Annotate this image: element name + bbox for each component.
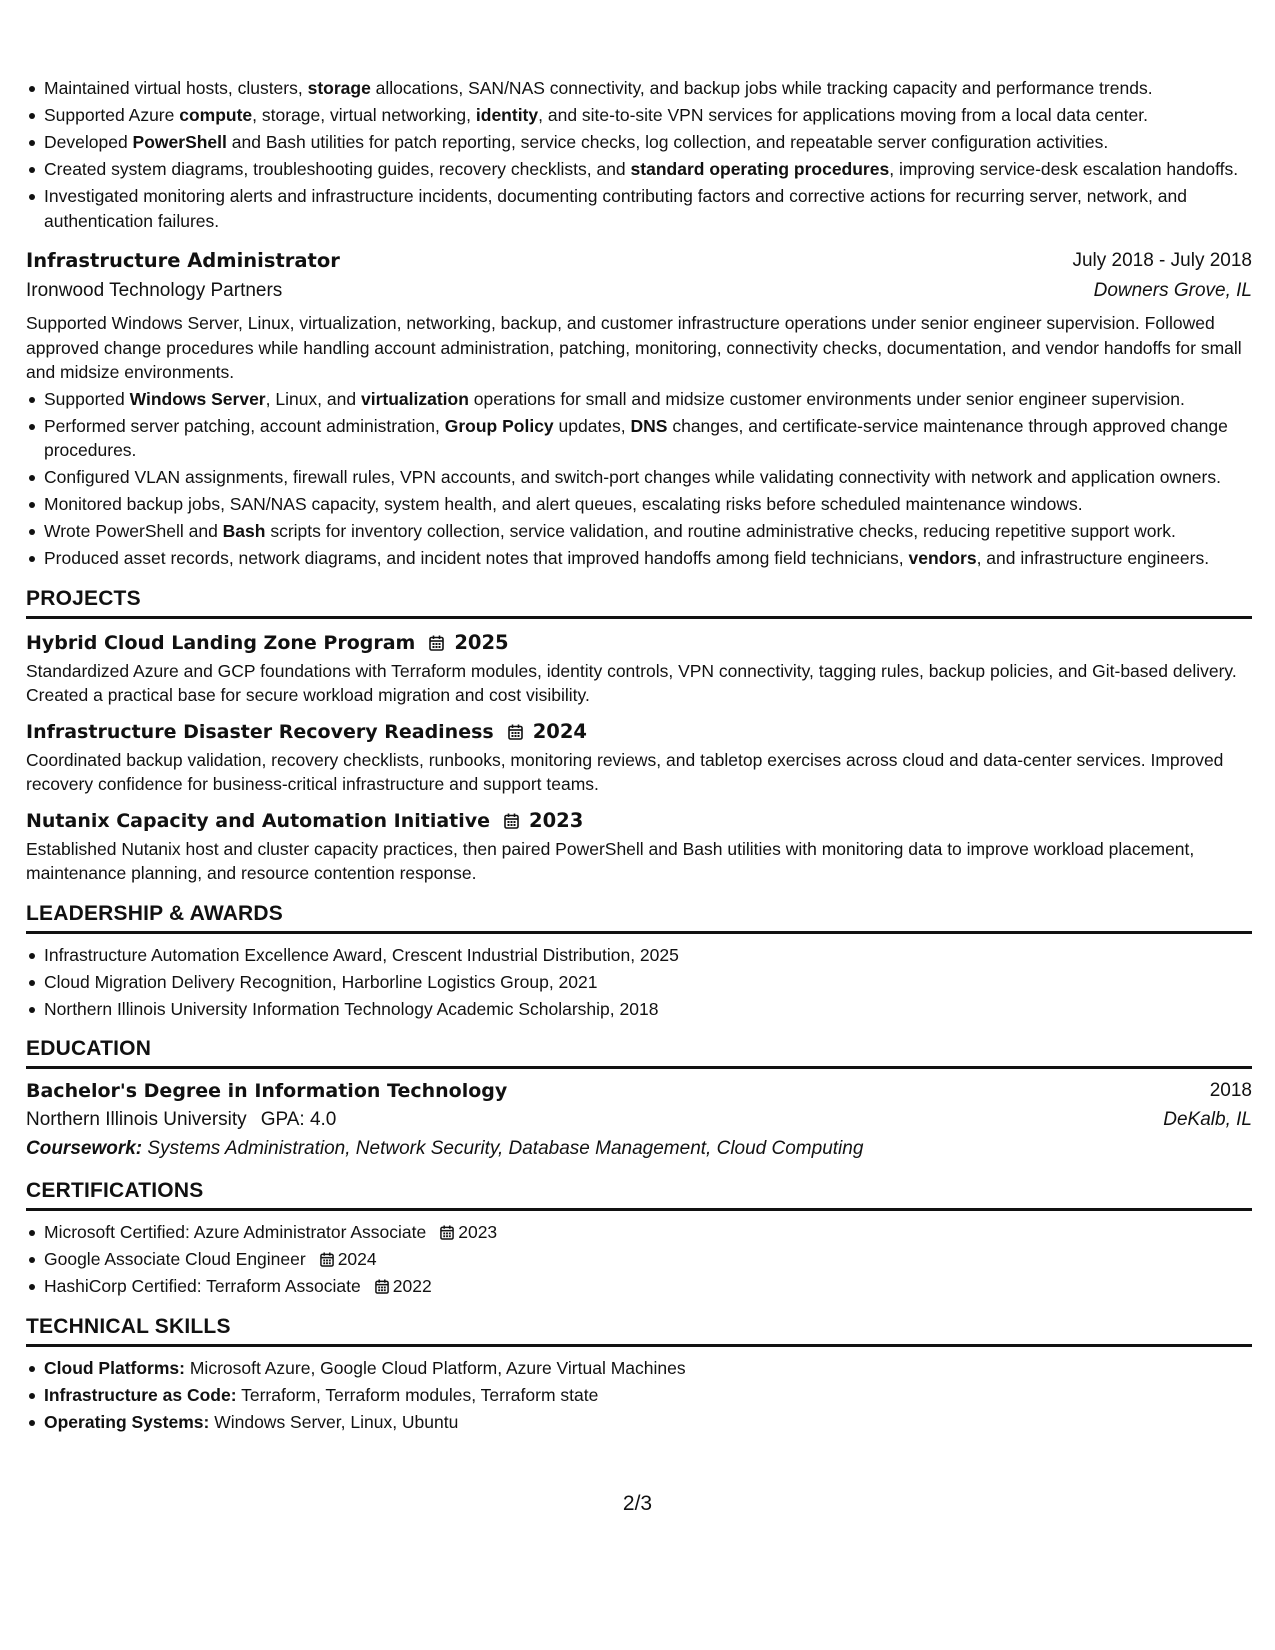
coursework-list: Systems Administration, Network Security, Database Management, Cloud Computing bbox=[147, 1138, 864, 1159]
skill-label: Operating Systems: bbox=[44, 1411, 210, 1432]
prev-job-bullet-list bbox=[26, 76, 1252, 233]
skills-list bbox=[26, 1356, 1252, 1435]
cert-name: Microsoft Certified: Azure Administrator Associate bbox=[44, 1222, 427, 1242]
education-heading: EDUCATION bbox=[26, 1035, 1252, 1069]
degree-title: Bachelor's Degree in Information Technology bbox=[26, 1080, 508, 1102]
text-run: Produced asset records, network diagrams, and incident notes that improved handoffs among field technicians, bbox=[44, 548, 909, 568]
project-year: 2024 bbox=[532, 719, 587, 743]
list-item bbox=[44, 387, 1252, 412]
certifications-list bbox=[26, 1220, 1252, 1299]
calendar-icon bbox=[429, 635, 444, 651]
project-year: 2025 bbox=[454, 630, 509, 654]
text-run: , and infrastructure engineers. bbox=[976, 548, 1210, 568]
calendar-icon bbox=[375, 1279, 389, 1294]
cert-year: 2024 bbox=[337, 1249, 377, 1269]
list-item bbox=[44, 1410, 1252, 1435]
awards-list bbox=[26, 943, 1252, 1022]
text-run: , improving service-desk escalation handoffs. bbox=[889, 159, 1239, 179]
text-run: , Linux, and bbox=[265, 388, 361, 409]
cert-name: HashiCorp Certified: Terraform Associate bbox=[44, 1276, 361, 1296]
job-dates: July 2018 - July 2018 bbox=[1072, 250, 1252, 271]
list-item bbox=[44, 1356, 1252, 1381]
coursework bbox=[26, 1135, 1252, 1163]
text-run: , and site-to-site VPN services for applications moving from a local data center. bbox=[538, 105, 1148, 125]
text-run: Created system diagrams, troubleshooting guides, recovery checklists, and bbox=[44, 159, 631, 179]
bold-text: standard operating procedures bbox=[630, 159, 890, 179]
project-title: Nutanix Capacity and Automation Initiative bbox=[26, 809, 491, 832]
text-run: and Bash utilities for patch reporting, service checks, log collection, and repeatable server configuration activities. bbox=[226, 132, 1109, 152]
job-summary: Supported Windows Server, Linux, virtualization, networking, backup, and customer infrastructure operations under senior engineer supervision. Followed approved change procedures while handling account administration, patching, monitoring, connectivity checks, documentation, and vendor handoffs for small and midsize environments. bbox=[26, 313, 1242, 382]
list-item bbox=[44, 157, 1252, 182]
bold-text: Group Policy bbox=[444, 415, 554, 436]
list-item bbox=[44, 465, 1252, 490]
text-run: Developed bbox=[44, 132, 133, 152]
project-entry bbox=[26, 718, 1252, 797]
bold-text: PowerShell bbox=[132, 132, 227, 152]
cert-year: 2022 bbox=[392, 1276, 432, 1296]
list-item bbox=[44, 184, 1252, 233]
skill-label: Infrastructure as Code: bbox=[44, 1384, 237, 1405]
text-run: allocations, SAN/NAS connectivity, and backup jobs while tracking capacity and performance trends. bbox=[370, 78, 1153, 98]
list-item bbox=[44, 130, 1252, 155]
text-run: Supported bbox=[44, 388, 130, 409]
calendar-icon bbox=[508, 724, 523, 740]
calendar-icon bbox=[504, 813, 519, 829]
job-subheader bbox=[26, 277, 1252, 305]
list-item bbox=[44, 1247, 1252, 1272]
text-run: Maintained virtual hosts, clusters, bbox=[44, 78, 308, 98]
list-item bbox=[44, 103, 1252, 128]
text-run: Performed server patching, account administration, bbox=[44, 415, 445, 436]
list-item: Infrastructure Automation Excellence Award, Crescent Industrial Distribution, 2025 bbox=[44, 943, 1252, 968]
education-subheader bbox=[26, 1106, 1252, 1134]
list-item bbox=[44, 414, 1252, 463]
bold-text: storage bbox=[307, 78, 371, 98]
project-description: Coordinated backup validation, recovery checklists, runbooks, monitoring reviews, and tabletop exercises across cloud and data-center services. Improved recovery confidence for business-critical infrastructure and support teams. bbox=[26, 749, 1224, 794]
job-location: Downers Grove, IL bbox=[1093, 280, 1252, 301]
job-title: Infrastructure Administrator bbox=[26, 249, 340, 272]
list-item bbox=[44, 519, 1252, 544]
bold-text: Windows Server bbox=[129, 388, 266, 409]
project-description: Established Nutanix host and cluster capacity practices, then paired PowerShell and Bash utilities with monitoring data to improve workload placement, maintenance planning, and resource contention response. bbox=[26, 838, 1195, 883]
job-header bbox=[26, 247, 1252, 275]
text-run: Supported Azure bbox=[44, 105, 180, 125]
project-description: Standardized Azure and GCP foundations with Terraform modules, identity controls, VPN connectivity, tagging rules, backup policies, and Git-based delivery. Created a practical base for secure workload migration and cost visibility. bbox=[26, 660, 1237, 705]
bold-text: vendors bbox=[908, 548, 977, 568]
skills-heading: TECHNICAL SKILLS bbox=[26, 1313, 1252, 1347]
project-title: Infrastructure Disaster Recovery Readiness bbox=[26, 720, 494, 743]
gpa: GPA: 4.0 bbox=[260, 1109, 337, 1130]
text-run: Wrote PowerShell and bbox=[44, 521, 223, 541]
graduation-year: 2018 bbox=[1209, 1080, 1252, 1101]
skill-value: Terraform, Terraform modules, Terraform state bbox=[241, 1384, 599, 1405]
project-year: 2023 bbox=[529, 808, 584, 832]
education-header bbox=[26, 1077, 1252, 1105]
list-item bbox=[44, 1383, 1252, 1408]
list-item: Cloud Migration Delivery Recognition, Harborline Logistics Group, 2021 bbox=[44, 970, 1252, 995]
bold-text: virtualization bbox=[360, 388, 469, 409]
awards-heading: LEADERSHIP & AWARDS bbox=[26, 900, 1252, 934]
text-run: changes, and certificate-service maintenance through approved change procedures. bbox=[44, 415, 1228, 460]
list-item: Northern Illinois University Information Technology Academic Scholarship, 2018 bbox=[44, 997, 1252, 1022]
calendar-icon bbox=[440, 1225, 454, 1240]
skill-value: Windows Server, Linux, Ubuntu bbox=[214, 1411, 459, 1432]
resume-page bbox=[26, 76, 1252, 1437]
company-name: Ironwood Technology Partners bbox=[26, 280, 283, 301]
text-run: Configured VLAN assignments, firewall rules, VPN accounts, and switch-port changes while validating connectivity with network and application owners. bbox=[44, 467, 1221, 487]
bold-text: DNS bbox=[630, 415, 668, 436]
cert-year: 2023 bbox=[458, 1222, 498, 1242]
project-title: Hybrid Cloud Landing Zone Program bbox=[26, 631, 416, 654]
text-run: , storage, virtual networking, bbox=[252, 105, 476, 125]
list-item bbox=[44, 76, 1252, 101]
page-number: 2/3 bbox=[622, 1492, 653, 1515]
skill-label: Cloud Platforms: bbox=[44, 1357, 185, 1378]
job-bullet-list bbox=[26, 387, 1252, 571]
school-location: DeKalb, IL bbox=[1163, 1109, 1252, 1130]
calendar-icon bbox=[320, 1252, 334, 1267]
text-run: operations for small and midsize customer environments under senior engineer supervision. bbox=[468, 388, 1185, 409]
bold-text: identity bbox=[475, 105, 539, 125]
projects-heading: PROJECTS bbox=[26, 585, 1252, 619]
skill-value: Microsoft Azure, Google Cloud Platform, Azure Virtual Machines bbox=[189, 1357, 686, 1378]
text-run: Investigated monitoring alerts and infrastructure incidents, documenting contributing factors and corrective actions for recurring server, network, and authentication failures. bbox=[44, 186, 1187, 231]
school-name: Northern Illinois University bbox=[26, 1109, 247, 1130]
list-item bbox=[44, 1274, 1252, 1299]
bold-text: compute bbox=[179, 105, 253, 125]
coursework-label: Coursework: bbox=[26, 1138, 143, 1159]
certifications-heading: CERTIFICATIONS bbox=[26, 1177, 1252, 1211]
project-entry bbox=[26, 807, 1252, 886]
cert-name: Google Associate Cloud Engineer bbox=[44, 1249, 306, 1269]
list-item bbox=[44, 1220, 1252, 1245]
text-run: Monitored backup jobs, SAN/NAS capacity, system health, and alert queues, escalating risks before scheduled maintenance windows. bbox=[44, 494, 1083, 514]
list-item bbox=[44, 546, 1252, 571]
text-run: scripts for inventory collection, service validation, and routine administrative checks, reducing repetitive support work. bbox=[265, 521, 1176, 541]
bold-text: Bash bbox=[222, 521, 266, 541]
project-entry bbox=[26, 629, 1252, 708]
text-run: updates, bbox=[553, 415, 631, 436]
list-item bbox=[44, 492, 1252, 517]
